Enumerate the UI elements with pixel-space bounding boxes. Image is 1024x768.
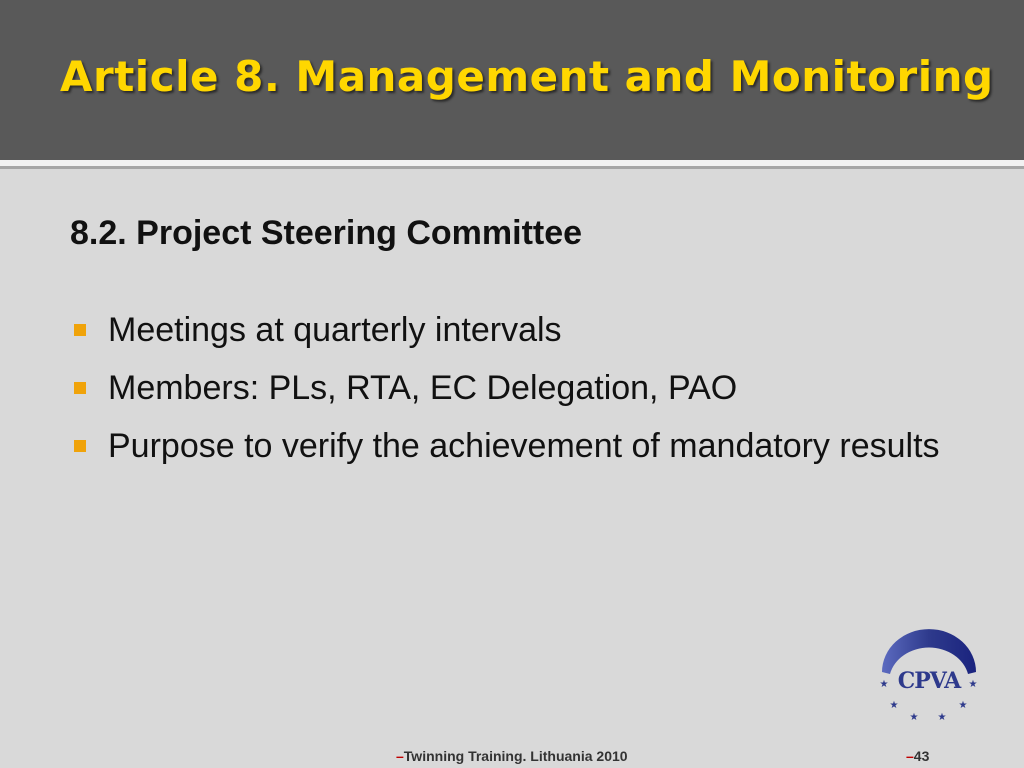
square-bullet-icon (74, 382, 86, 394)
svg-text:★: ★ (968, 679, 978, 690)
slide-title: Article 8. Management and Monitoring (60, 52, 994, 101)
bullet-list (72, 308, 952, 482)
square-bullet-icon (74, 440, 86, 452)
slide-subtitle: 8.2. Project Steering Committee (70, 214, 583, 252)
bullet-item (72, 424, 952, 468)
page-number-value: 43 (913, 748, 930, 764)
bullet-text: Purpose to verify the achievement of mandatory results (108, 427, 940, 465)
page-dash: – (906, 748, 914, 764)
svg-text:★: ★ (958, 700, 968, 711)
svg-text:★: ★ (889, 700, 899, 711)
footer-caption (396, 748, 628, 764)
square-bullet-icon (74, 324, 86, 336)
cpva-logo-icon (872, 620, 984, 730)
footer-text: Twinning Training. Lithuania 2010 (403, 748, 628, 764)
svg-text:★: ★ (937, 712, 947, 723)
bullet-text: Meetings at quarterly intervals (108, 311, 562, 349)
svg-text:★: ★ (879, 679, 889, 690)
bullet-item (72, 308, 952, 352)
footer-dash: – (396, 748, 404, 764)
bullet-item (72, 366, 952, 410)
header-divider-shadow (0, 166, 1024, 169)
svg-text:★: ★ (909, 712, 919, 723)
page-number (906, 748, 929, 764)
bullet-text: Members: PLs, RTA, EC Delegation, PAO (108, 369, 738, 407)
logo-text: CPVA (897, 668, 961, 694)
